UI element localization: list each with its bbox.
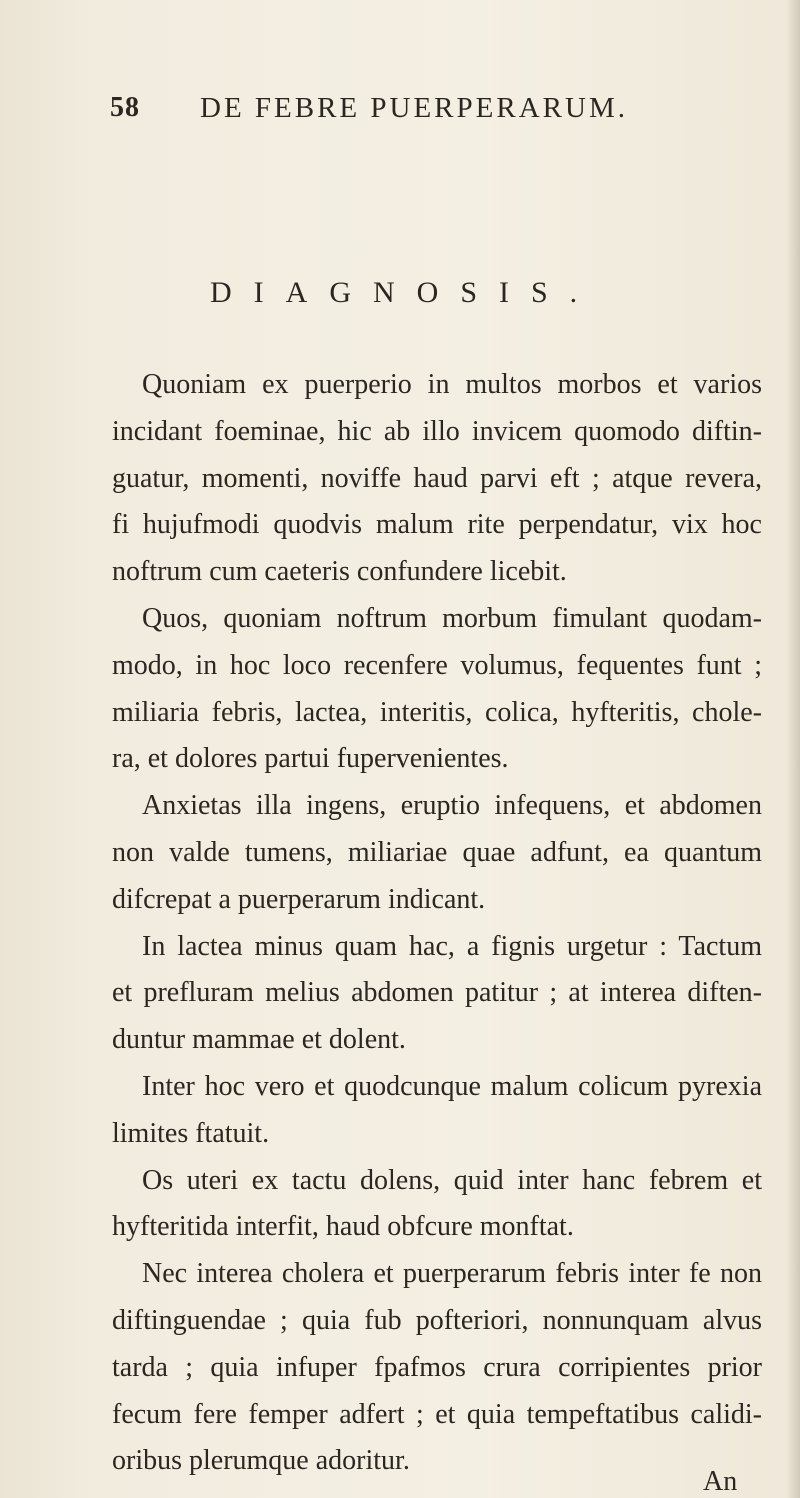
text-line: oribus plerumque adoritur. [112, 1445, 410, 1477]
text-line: modo, in hoc loco recenfere volumus, fequentes funt ; [112, 649, 762, 681]
text-line: Os uteri ex tactu dolens, quid inter hanc febrem et [142, 1164, 762, 1196]
text-line: difcrepat a puerperarum indicant. [112, 883, 486, 915]
paragraph [112, 1251, 762, 1485]
paragraph [112, 1158, 762, 1252]
text-line: tarda ; quia infuper fpafmos crura corripientes prior [112, 1351, 762, 1383]
text-line: hyfteritida interfit, haud obfcure monftat. [112, 1211, 574, 1243]
text-line: miliaria febris, lactea, interitis, colica, hyfteritis, chole- [112, 696, 762, 728]
text-line: guatur, momenti, noviffe haud parvi eft ; atque revera, [112, 462, 762, 494]
text-line: duntur mammae et dolent. [112, 1024, 406, 1056]
paragraph [112, 1064, 762, 1158]
paragraph [112, 783, 762, 923]
text-line: Quos, quoniam noftrum morbum fimulant quodam- [142, 602, 762, 634]
text-line: Nec interea cholera et puerperarum febris inter fe non [142, 1258, 762, 1290]
paragraph [112, 362, 762, 596]
paragraph [112, 924, 762, 1064]
text-line: diftinguendae ; quia fub pofteriori, nonnunquam alvus [112, 1304, 762, 1336]
page-number: 58 [110, 92, 140, 123]
text-line: noftrum cum caeteris confundere licebit. [112, 556, 567, 588]
text-line: et prefluram melius abdomen patitur ; at interea diften- [112, 977, 762, 1009]
text-line: Inter hoc vero et quodcunque malum colicum pyrexia [142, 1070, 762, 1102]
body-text [112, 362, 762, 1485]
catchword: An [703, 1466, 738, 1497]
text-line: Anxietas illa ingens, eruptio infequens, et abdomen [142, 790, 762, 822]
page-header [0, 92, 800, 132]
text-line: Quoniam ex puerperio in multos morbos et varios [142, 369, 762, 400]
page-edge-shadow [786, 0, 800, 1498]
text-line: limites ftatuit. [112, 1117, 270, 1149]
paragraph [112, 596, 762, 783]
text-line: fecum fere femper adfert ; et quia tempeftatibus calidi- [112, 1398, 762, 1430]
text-line: fi hujufmodi quodvis malum rite perpendatur, vix hoc [112, 509, 762, 541]
text-line: In lactea minus quam hac, a fignis urgetur : Tactum [142, 930, 762, 962]
section-title: DIAGNOSIS. [210, 276, 600, 309]
text-line: non valde tumens, miliariae quae adfunt, ea quantum [112, 836, 762, 868]
running-title: DE FEBRE PUERPERARUM. [200, 92, 628, 124]
text-line: ra, et dolores partui fupervenientes. [112, 743, 509, 775]
text-line: incidant foeminae, hic ab illo invicem quomodo diftin- [112, 415, 762, 447]
